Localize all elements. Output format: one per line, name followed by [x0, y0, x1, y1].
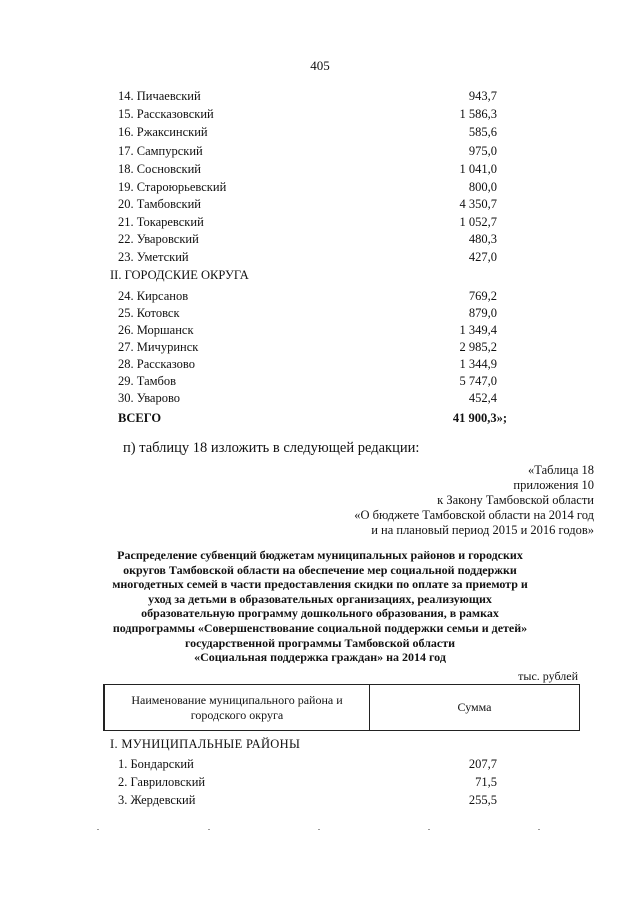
reference-line: к Закону Тамбовской области [437, 493, 594, 507]
row-value: 800,0 [468, 180, 497, 194]
row-name: 29. Тамбов [118, 374, 177, 388]
table-row [0, 391, 640, 407]
title-line: Распределение субвенций бюджетам муниципальных районов и городских [117, 548, 523, 562]
row-value: 255,5 [468, 793, 497, 807]
table-row [0, 323, 640, 339]
header-name-line: Наименование муниципального района и [131, 692, 343, 707]
row-name: 26. Моршанск [118, 323, 194, 337]
scan-speck [97, 829, 99, 830]
table-row [0, 793, 640, 809]
row-value: 5 747,0 [459, 374, 497, 388]
row-value: 943,7 [468, 89, 497, 103]
table-row [0, 357, 640, 373]
row-name: 17. Сампурский [118, 144, 203, 158]
header-name-column [105, 685, 370, 730]
row-value: 71,5 [475, 775, 497, 789]
table-row [0, 162, 640, 178]
title-line: государственной программы Тамбовской области [184, 635, 456, 650]
table-row [0, 775, 640, 791]
row-name: 16. Ржаксинский [118, 125, 208, 139]
header-sum-column: Сумма [457, 700, 492, 714]
row-value: 4 350,7 [459, 197, 497, 211]
row-name: 21. Токаревский [118, 215, 204, 229]
row-value: 585,6 [468, 125, 497, 139]
title-line: многодетных семей в части предоставления скидки по оплате за приемотр и [112, 577, 528, 592]
row-name: 15. Рассказовский [118, 107, 214, 121]
row-value: 1 586,3 [459, 107, 497, 121]
table-header [103, 684, 580, 731]
table-row [0, 89, 640, 105]
table-row [0, 180, 640, 196]
scan-speck [208, 829, 210, 830]
row-value: 975,0 [468, 144, 497, 158]
title-line: «Социальная поддержка граждан» на 2014 год [194, 650, 446, 665]
row-name: 14. Пичаевский [118, 89, 201, 103]
row-name: 28. Рассказово [118, 357, 195, 371]
title-line: округов Тамбовской области на обеспечение мер социальной поддержки [123, 562, 517, 577]
table-row [0, 306, 640, 322]
row-name: 25. Котовск [118, 306, 180, 320]
table-row [0, 144, 640, 160]
row-name: 18. Сосновский [118, 162, 201, 176]
scan-speck [428, 829, 430, 830]
row-value: 1 041,0 [459, 162, 497, 176]
row-value: 207,7 [468, 757, 497, 771]
section-heading-urban: II. ГОРОДСКИЕ ОКРУГА [110, 268, 249, 282]
title-line: уход за детьми в образовательных организациях, реализующих [148, 591, 492, 606]
row-name: 3. Жердевский [118, 793, 196, 807]
title-line: образовательную программу дошкольного образования, в рамках [141, 606, 499, 621]
reference-line: и на плановый период 2015 и 2016 годов» [371, 523, 594, 537]
scan-speck [538, 829, 540, 830]
table-row [0, 340, 640, 356]
table-row [0, 250, 640, 266]
page-number: 405 [310, 58, 330, 73]
scan-speck [318, 829, 320, 830]
table-row [0, 197, 640, 213]
reference-line: «Таблица 18 [528, 463, 594, 477]
row-name: 19. Староюрьевский [118, 180, 227, 194]
table-row [0, 215, 640, 231]
row-name: 22. Уваровский [118, 232, 199, 246]
row-value: 1 349,4 [459, 323, 497, 337]
row-value: 452,4 [468, 391, 497, 405]
unit-label: тыс. рублей [518, 669, 578, 683]
row-value: 2 985,2 [459, 340, 497, 354]
table-row [0, 232, 640, 248]
title-line: подпрограммы «Совершенствование социальной поддержки семьи и детей» [112, 620, 528, 635]
row-value: 1 052,7 [459, 215, 497, 229]
row-name: 2. Гавриловский [118, 775, 206, 789]
header-name-line: городского округа [190, 707, 284, 722]
section-heading-municipal: I. МУНИЦИПАЛЬНЫЕ РАЙОНЫ [110, 737, 301, 751]
table-row [0, 125, 640, 141]
table-row [0, 757, 640, 773]
row-name: 24. Кирсанов [118, 289, 189, 303]
table-row [0, 289, 640, 305]
table-row [0, 107, 640, 123]
row-name: 20. Тамбовский [118, 197, 201, 211]
reference-line: приложения 10 [513, 478, 594, 492]
row-name: 30. Уварово [118, 391, 181, 405]
total-label: ВСЕГО [118, 411, 162, 425]
table-row [0, 374, 640, 390]
row-value: 769,2 [468, 289, 497, 303]
row-value: 879,0 [468, 306, 497, 320]
row-name: 27. Мичуринск [118, 340, 199, 354]
table-title [100, 548, 540, 665]
row-value: 480,3 [468, 232, 497, 246]
row-name: 1. Бондарский [118, 757, 194, 771]
amendment-instruction: п) таблицу 18 изложить в следующей редакции: [123, 440, 420, 456]
reference-line: «О бюджете Тамбовской области на 2014 год [354, 508, 594, 522]
total-row [0, 411, 640, 427]
row-value: 1 344,9 [459, 357, 497, 371]
row-name: 23. Уметский [118, 250, 189, 264]
row-value: 427,0 [468, 250, 497, 264]
total-value: 41 900,3»; [452, 411, 507, 425]
